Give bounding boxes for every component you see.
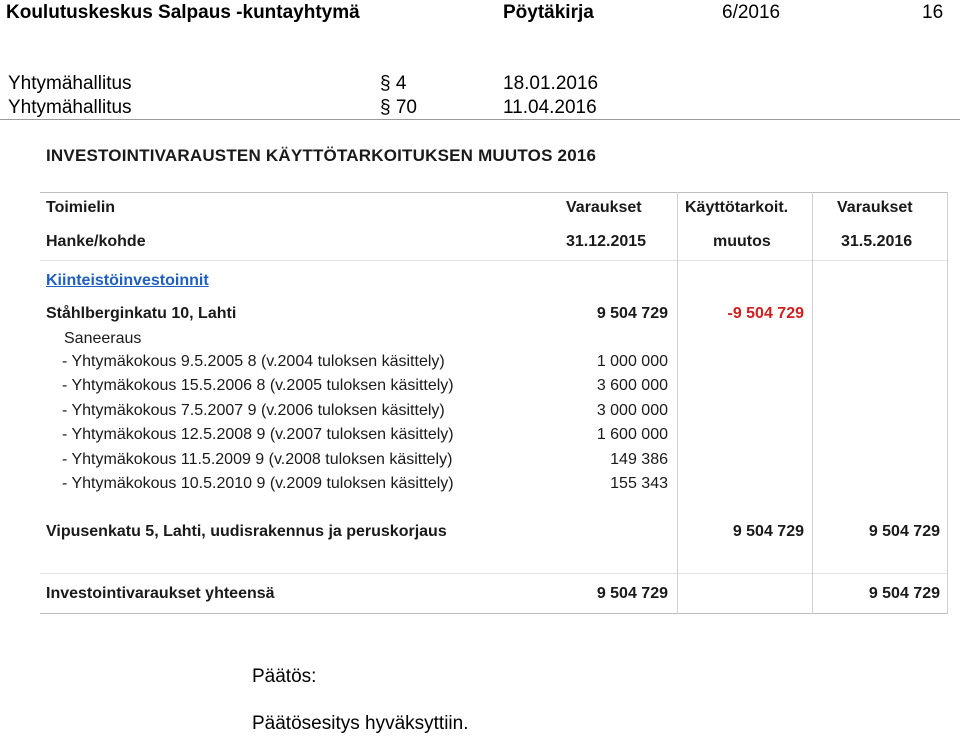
document-type: Pöytäkirja (503, 2, 594, 23)
col-header-date-end: 31.5.2016 (841, 233, 913, 250)
col-header-body: Toimielin (46, 199, 116, 216)
item-label: - Yhtymäkokous 7.5.2007 9 (v.2006 tuloksen käsittely) (62, 402, 445, 419)
document-number: 6/2016 (722, 2, 781, 23)
ref-date-1: 18.01.2016 (503, 73, 599, 94)
item-label: - Yhtymäkokous 11.5.2009 9 (v.2008 tuloksen käsittely) (62, 451, 453, 468)
decision-label: Päätös: (252, 666, 317, 687)
col-header-reserves-start: Varaukset (566, 199, 642, 216)
item-label: - Yhtymäkokous 10.5.2010 9 (v.2009 tuloksen käsittely) (62, 475, 454, 492)
ref-date-2: 11.04.2016 (503, 97, 597, 118)
column-divider-2 (812, 192, 813, 614)
ref-body-2: Yhtymähallitus (8, 97, 132, 118)
total-reserve: 9 504 729 (596, 585, 668, 602)
organization-name: Koulutuskeskus Salpaus -kuntayhtymä (6, 2, 360, 23)
subheading-renovation: Saneeraus (64, 330, 142, 347)
item-label: - Yhtymäkokous 15.5.2006 8 (v.2005 tuloksen käsittely) (62, 377, 454, 394)
item-label: - Yhtymäkokous 12.5.2008 9 (v.2007 tuloksen käsittely) (62, 426, 454, 443)
page-number: 16 (922, 2, 944, 23)
property-1-name: Ståhlberginkatu 10, Lahti (46, 305, 237, 322)
item-value: 149 386 (610, 451, 668, 468)
col-header-change: Käyttötarkoit. (685, 199, 789, 216)
property-2-change: 9 504 729 (732, 523, 804, 540)
category-link[interactable]: Kiinteistöinvestoinnit (46, 272, 209, 289)
item-value: 155 343 (610, 475, 668, 492)
item-value: 3 600 000 (596, 377, 668, 394)
total-label: Investointivaraukset yhteensä (46, 585, 275, 602)
total-reserve-end: 9 504 729 (868, 585, 940, 602)
header-divider (0, 119, 960, 120)
column-divider-3 (947, 192, 948, 614)
col-header-date-start: 31.12.2015 (566, 233, 647, 250)
col-header-project: Hanke/kohde (46, 233, 146, 250)
ref-section-1: § 4 (380, 73, 407, 94)
decision-text: Päätösesitys hyväksyttiin. (252, 713, 469, 734)
property-2-name: Vipusenkatu 5, Lahti, uudisrakennus ja peruskorjaus (46, 523, 447, 540)
col-header-change-sub: muutos (713, 233, 771, 250)
table-title: INVESTOINTIVARAUSTEN KÄYTTÖTARKOITUKSEN MUUTOS 2016 (46, 146, 597, 165)
ref-body-1: Yhtymähallitus (8, 73, 132, 94)
property-2-reserve-end: 9 504 729 (868, 523, 940, 540)
item-value: 1 000 000 (596, 353, 668, 370)
property-1-reserve: 9 504 729 (596, 305, 668, 322)
property-1-change: -9 504 729 (727, 305, 804, 322)
col-header-reserves-end: Varaukset (837, 199, 913, 216)
item-value: 1 600 000 (596, 426, 668, 443)
column-divider-1 (677, 192, 678, 614)
item-label: - Yhtymäkokous 9.5.2005 8 (v.2004 tuloksen käsittely) (62, 353, 445, 370)
item-value: 3 000 000 (596, 402, 668, 419)
ref-section-2: § 70 (380, 97, 417, 118)
